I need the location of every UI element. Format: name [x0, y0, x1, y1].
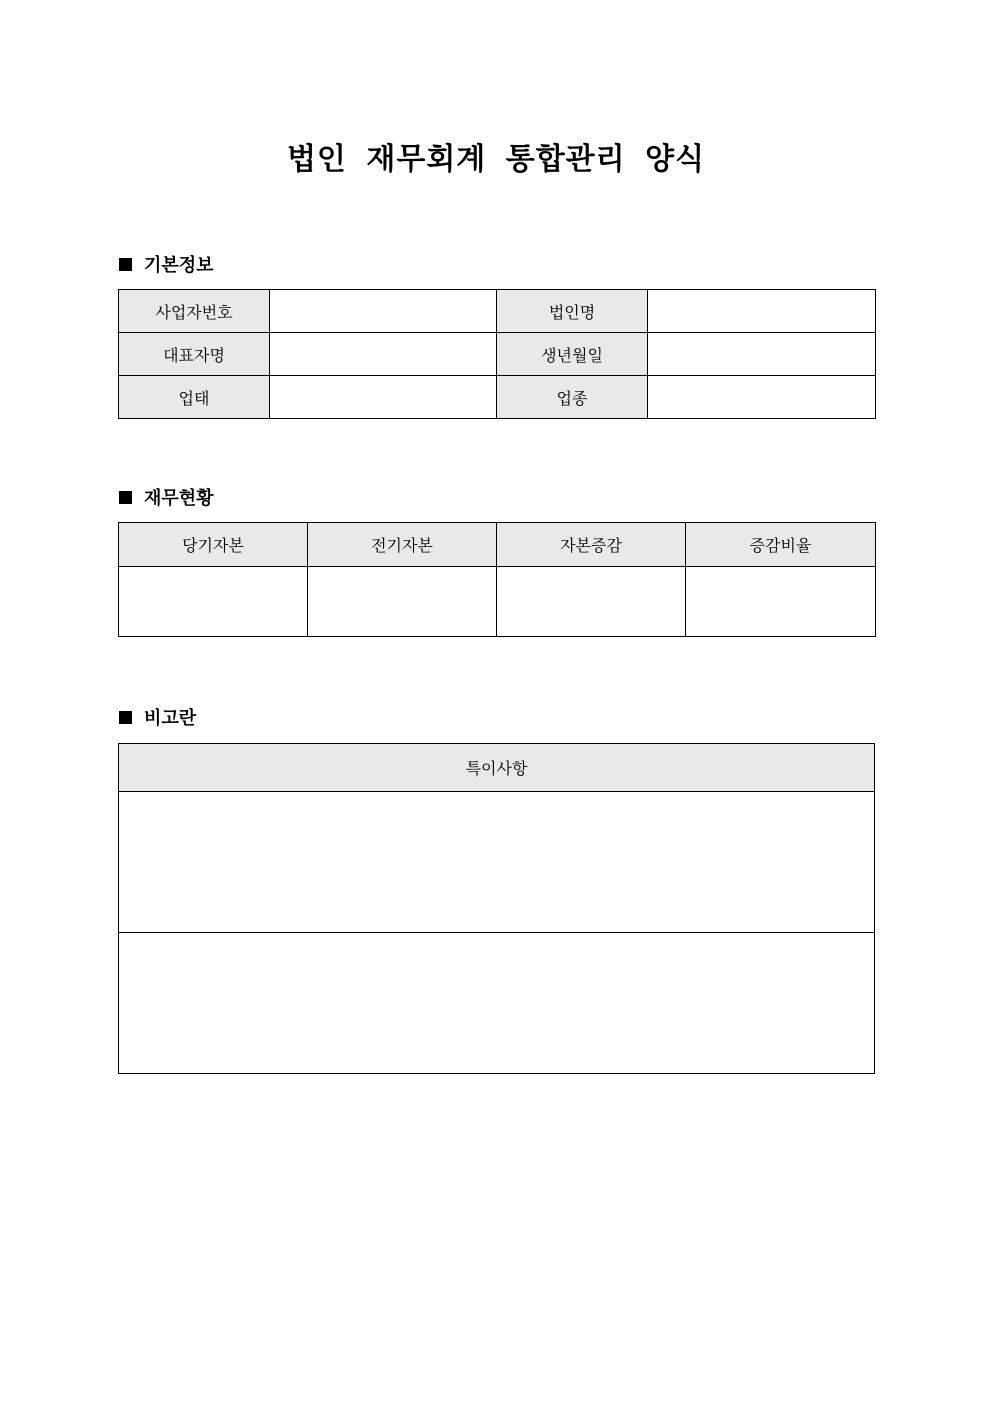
header-current-capital: 당기자본 [119, 523, 308, 567]
document-title: 법인 재무회계 통합관리 양식 [286, 142, 706, 177]
label-business-category: 업종 [497, 376, 648, 419]
section-heading-basic-info [119, 251, 214, 277]
black-square-icon [119, 491, 132, 504]
special-notes-field-1[interactable] [119, 792, 875, 933]
header-capital-change: 자본증감 [497, 523, 686, 567]
header-change-ratio: 증감비율 [686, 523, 876, 567]
corporation-name-field[interactable] [648, 290, 876, 333]
label-corporation-name: 법인명 [497, 290, 648, 333]
section-heading-financial-status [119, 484, 214, 510]
table-row [119, 376, 876, 419]
label-birth-date: 생년월일 [497, 333, 648, 376]
table-row [119, 567, 876, 637]
section-heading-label: 기본정보 [144, 255, 214, 276]
business-category-field[interactable] [648, 376, 876, 419]
birth-date-field[interactable] [648, 333, 876, 376]
financial-status-table [118, 522, 876, 637]
black-square-icon [119, 711, 132, 724]
business-type-field[interactable] [270, 376, 497, 419]
business-number-field[interactable] [270, 290, 497, 333]
change-ratio-field[interactable] [686, 567, 876, 637]
table-header-row [119, 523, 876, 567]
header-previous-capital: 전기자본 [308, 523, 497, 567]
label-business-number: 사업자번호 [119, 290, 270, 333]
special-notes-field-2[interactable] [119, 933, 875, 1074]
table-row [119, 333, 876, 376]
table-header-row [119, 744, 875, 792]
section-heading-label: 재무현황 [144, 488, 214, 509]
header-special-notes: 특이사항 [119, 744, 875, 792]
section-heading-label: 비고란 [144, 708, 197, 729]
table-row [119, 792, 875, 933]
representative-name-field[interactable] [270, 333, 497, 376]
table-row [119, 290, 876, 333]
capital-change-field[interactable] [497, 567, 686, 637]
section-heading-remarks [119, 704, 196, 730]
table-row [119, 933, 875, 1074]
label-business-type: 업태 [119, 376, 270, 419]
label-representative-name: 대표자명 [119, 333, 270, 376]
black-square-icon [119, 258, 132, 271]
previous-capital-field[interactable] [308, 567, 497, 637]
basic-info-table [118, 289, 876, 419]
remarks-table [118, 743, 875, 1074]
current-capital-field[interactable] [119, 567, 308, 637]
